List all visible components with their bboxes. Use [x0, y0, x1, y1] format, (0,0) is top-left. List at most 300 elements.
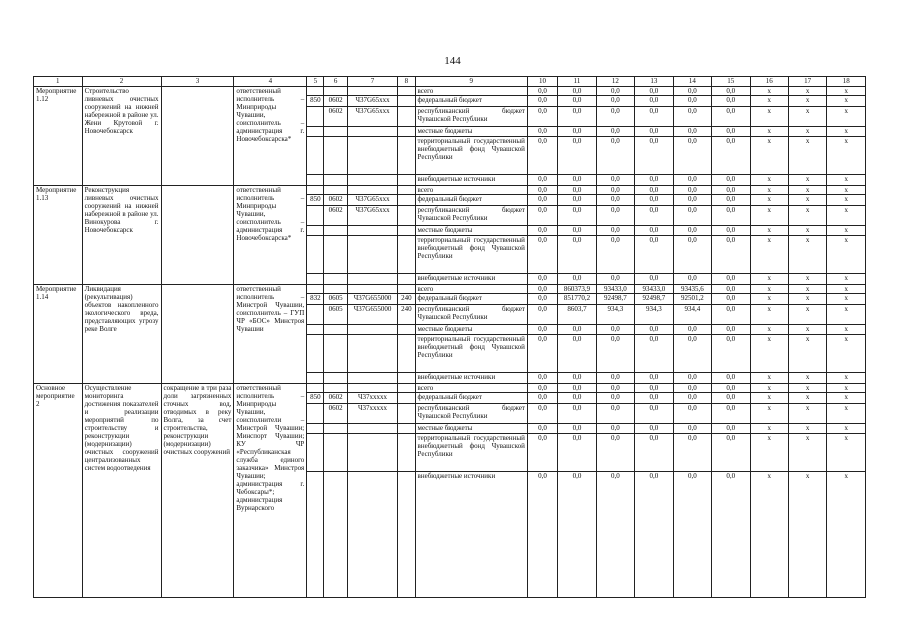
value-cell: 0,0 — [673, 195, 711, 206]
activity-description: Ликвидация (рекультивация) объектов накопленного экологического вреда, представляющих угрозу реке Волге — [82, 285, 161, 384]
budget-code-cell — [324, 384, 347, 393]
budget-code-cell: 850 — [307, 96, 324, 107]
column-number: 2 — [82, 77, 161, 87]
value-cell: х — [788, 206, 826, 226]
funding-source: всего — [415, 384, 527, 393]
value-cell: х — [750, 175, 788, 186]
value-cell: х — [827, 87, 866, 96]
funding-source: внебюджетные источники — [415, 373, 527, 384]
value-cell: 0,0 — [673, 236, 711, 274]
value-cell: 0,0 — [673, 175, 711, 186]
value-cell: 0,0 — [673, 226, 711, 236]
budget-code-cell: 0605 — [324, 294, 347, 305]
value-cell: 0,0 — [712, 274, 750, 285]
value-cell: 0,0 — [527, 373, 557, 384]
value-cell: х — [750, 434, 788, 472]
budget-code-cell: Ч37G65ххх — [347, 107, 398, 127]
value-cell: х — [788, 127, 826, 137]
budget-code-cell: 0602 — [324, 404, 347, 424]
table-row — [34, 87, 866, 96]
budget-code-cell — [398, 107, 415, 127]
value-cell: 860373,9 — [558, 285, 596, 294]
value-cell: 0,0 — [527, 236, 557, 274]
value-cell: х — [827, 107, 866, 127]
budget-code-cell: Ч37ххххх — [347, 393, 398, 404]
value-cell: х — [827, 472, 866, 598]
table-row — [34, 285, 866, 294]
value-cell: 0,0 — [712, 404, 750, 424]
value-cell: 0,0 — [558, 226, 596, 236]
value-cell: х — [750, 87, 788, 96]
value-cell: х — [827, 236, 866, 274]
budget-code-cell — [307, 226, 324, 236]
value-cell: х — [788, 434, 826, 472]
value-cell: х — [788, 107, 826, 127]
value-cell: х — [750, 127, 788, 137]
value-cell: 0,0 — [527, 96, 557, 107]
value-cell: 0,0 — [558, 137, 596, 175]
value-cell: 0,0 — [635, 404, 673, 424]
activity-name: Основное мероприятие 2 — [34, 384, 83, 598]
value-cell: 0,0 — [673, 325, 711, 335]
budget-code-cell — [307, 404, 324, 424]
value-cell: 0,0 — [673, 96, 711, 107]
budget-code-cell — [307, 236, 324, 274]
activity-description: Строительство ливневых очистных сооружений на нижней набережной в районе ул. Жени Крутовой г. Новочебоксарск — [82, 87, 161, 186]
value-cell: 0,0 — [712, 373, 750, 384]
budget-code-cell — [307, 137, 324, 175]
value-cell: 0,0 — [673, 373, 711, 384]
value-cell: 0,0 — [596, 195, 634, 206]
value-cell: х — [788, 472, 826, 598]
value-cell: 0,0 — [712, 175, 750, 186]
funding-source: местные бюджеты — [415, 226, 527, 236]
value-cell: х — [788, 384, 826, 393]
budget-code-cell — [324, 274, 347, 285]
budget-code-cell — [324, 472, 347, 598]
value-cell: 0,0 — [596, 472, 634, 598]
budget-code-cell — [324, 424, 347, 434]
value-cell: 0,0 — [527, 424, 557, 434]
budget-code-cell — [347, 236, 398, 274]
budget-code-cell — [398, 434, 415, 472]
value-cell: 0,0 — [527, 175, 557, 186]
value-cell: 0,0 — [673, 107, 711, 127]
funding-source: всего — [415, 285, 527, 294]
value-cell: 0,0 — [673, 393, 711, 404]
value-cell: х — [827, 195, 866, 206]
budget-code-cell — [307, 434, 324, 472]
value-cell: 0,0 — [527, 325, 557, 335]
budget-code-cell — [398, 404, 415, 424]
value-cell: 934,4 — [673, 305, 711, 325]
budget-code-cell — [307, 305, 324, 325]
value-cell: 0,0 — [673, 87, 711, 96]
column-number: 13 — [635, 77, 673, 87]
budget-code-cell: Ч37G65ххх — [347, 195, 398, 206]
budget-code-cell — [398, 236, 415, 274]
value-cell: х — [827, 305, 866, 325]
value-cell: х — [827, 274, 866, 285]
budget-code-cell — [307, 186, 324, 195]
value-cell: 0,0 — [596, 274, 634, 285]
value-cell: 0,0 — [712, 107, 750, 127]
budget-code-cell — [347, 472, 398, 598]
funding-source: территориальный государственный внебюджетный фонд Чувашской Республики — [415, 236, 527, 274]
value-cell: 0,0 — [558, 186, 596, 195]
funding-source: местные бюджеты — [415, 325, 527, 335]
value-cell: 0,0 — [558, 127, 596, 137]
value-cell: 93433,0 — [635, 285, 673, 294]
activity-name: Мероприятие 1.13 — [34, 186, 83, 285]
funding-source: территориальный государственный внебюджетный фонд Чувашской Республики — [415, 335, 527, 373]
budget-code-cell — [324, 226, 347, 236]
budget-code-cell: 240 — [398, 305, 415, 325]
budget-code-cell: Ч37ххххх — [347, 404, 398, 424]
value-cell: 0,0 — [558, 335, 596, 373]
value-cell: 0,0 — [712, 206, 750, 226]
value-cell: х — [788, 175, 826, 186]
budget-code-cell — [398, 226, 415, 236]
value-cell: 0,0 — [527, 87, 557, 96]
value-cell: х — [788, 274, 826, 285]
budget-code-cell — [307, 285, 324, 294]
value-cell: 0,0 — [596, 325, 634, 335]
value-cell: х — [788, 186, 826, 195]
value-cell: 0,0 — [635, 434, 673, 472]
value-cell: 0,0 — [558, 96, 596, 107]
funding-source: федеральный бюджет — [415, 393, 527, 404]
budget-code-cell — [398, 87, 415, 96]
budget-code-cell — [307, 274, 324, 285]
funding-source: федеральный бюджет — [415, 96, 527, 107]
value-cell: х — [827, 373, 866, 384]
value-cell: х — [788, 137, 826, 175]
page-number: 144 — [444, 55, 461, 67]
value-cell: х — [750, 206, 788, 226]
value-cell: 0,0 — [527, 393, 557, 404]
value-cell: 0,0 — [635, 127, 673, 137]
budget-code-cell — [347, 434, 398, 472]
value-cell: х — [827, 384, 866, 393]
budget-code-cell — [398, 285, 415, 294]
activity-name: Мероприятие 1.12 — [34, 87, 83, 186]
value-cell: х — [827, 285, 866, 294]
value-cell: х — [827, 325, 866, 335]
value-cell: х — [750, 274, 788, 285]
budget-code-cell — [347, 274, 398, 285]
value-cell: 0,0 — [596, 393, 634, 404]
value-cell: 0,0 — [712, 195, 750, 206]
value-cell: 0,0 — [596, 434, 634, 472]
value-cell: 0,0 — [635, 236, 673, 274]
value-cell: 0,0 — [712, 305, 750, 325]
value-cell: х — [750, 325, 788, 335]
budget-code-cell — [307, 373, 324, 384]
value-cell: 0,0 — [635, 96, 673, 107]
budget-code-cell: 0602 — [324, 393, 347, 404]
expected-result: сокращение в три раза доли загрязненных сточных вод, отводимых в реку Волга, за счет строительства, реконструкции (модернизации) очистных сооружений — [161, 384, 234, 598]
value-cell: х — [750, 424, 788, 434]
value-cell: 0,0 — [673, 127, 711, 137]
expected-result — [161, 285, 234, 384]
funding-source: внебюджетные источники — [415, 274, 527, 285]
value-cell: х — [788, 404, 826, 424]
value-cell: х — [750, 373, 788, 384]
budget-code-cell: Ч37G65ххх — [347, 96, 398, 107]
value-cell: 0,0 — [596, 107, 634, 127]
value-cell: х — [750, 393, 788, 404]
table-row — [34, 186, 866, 195]
value-cell: 0,0 — [527, 137, 557, 175]
value-cell: 0,0 — [635, 137, 673, 175]
budget-code-cell — [307, 206, 324, 226]
value-cell: 0,0 — [527, 384, 557, 393]
budget-code-cell — [398, 393, 415, 404]
funding-source: местные бюджеты — [415, 424, 527, 434]
column-number: 16 — [750, 77, 788, 87]
value-cell: х — [827, 226, 866, 236]
value-cell: х — [750, 137, 788, 175]
activity-description: Осуществление мониторинга достижения показателей и реализации мероприятий по строительству и реконструкции (модернизации) очистных сооружений централизованных систем водоотведения — [82, 384, 161, 598]
value-cell: 0,0 — [712, 96, 750, 107]
value-cell: х — [788, 195, 826, 206]
value-cell: 0,0 — [635, 274, 673, 285]
value-cell: 0,0 — [712, 424, 750, 434]
value-cell: х — [750, 96, 788, 107]
column-number: 18 — [827, 77, 866, 87]
value-cell: 8603,7 — [558, 305, 596, 325]
value-cell: 0,0 — [635, 393, 673, 404]
expected-result — [161, 186, 234, 285]
funding-source: республиканский бюджет Чувашской Республики — [415, 305, 527, 325]
value-cell: 0,0 — [527, 294, 557, 305]
activity-description: Реконструкция ливневых очистных сооружений на нижней набережной в районе ул. Винокурова г. Новочебоксарск — [82, 186, 161, 285]
value-cell: х — [750, 186, 788, 195]
value-cell: 0,0 — [596, 127, 634, 137]
funding-source: федеральный бюджет — [415, 294, 527, 305]
value-cell: х — [788, 305, 826, 325]
value-cell: х — [788, 393, 826, 404]
value-cell: 92498,7 — [635, 294, 673, 305]
column-number: 1 — [34, 77, 83, 87]
expected-result — [161, 87, 234, 186]
activity-executor: ответственный исполнитель – Минприроды Чувашии, соисполнитель – администрация г. Новочебоксарска* — [234, 186, 307, 285]
value-cell: 0,0 — [635, 226, 673, 236]
value-cell: 0,0 — [673, 137, 711, 175]
value-cell: 0,0 — [596, 87, 634, 96]
value-cell: 0,0 — [635, 472, 673, 598]
value-cell: х — [827, 206, 866, 226]
activity-name: Мероприятие 1.14 — [34, 285, 83, 384]
value-cell: х — [788, 236, 826, 274]
value-cell: х — [827, 335, 866, 373]
budget-code-cell: 0605 — [324, 305, 347, 325]
column-number: 17 — [788, 77, 826, 87]
budget-code-cell — [398, 373, 415, 384]
value-cell: х — [750, 305, 788, 325]
budget-code-cell — [324, 434, 347, 472]
activity-executor: ответственный исполнитель – Минприроды Чувашии, соисполнители – Минстрой Чувашии; Минспорт Чувашии; КУ ЧР «Республиканская служба единого заказчика» Минстроя Чувашии; администрация г. Чебоксары*; администрация Вурнарского — [234, 384, 307, 598]
budget-code-cell — [307, 424, 324, 434]
budget-code-cell: 0602 — [324, 206, 347, 226]
column-number: 9 — [415, 77, 527, 87]
value-cell: 0,0 — [635, 373, 673, 384]
value-cell: 0,0 — [712, 186, 750, 195]
budget-code-cell — [324, 87, 347, 96]
value-cell: 0,0 — [673, 434, 711, 472]
value-cell: 92498,7 — [596, 294, 634, 305]
value-cell: 0,0 — [596, 206, 634, 226]
budget-code-cell — [347, 285, 398, 294]
value-cell: 0,0 — [558, 424, 596, 434]
activity-executor: ответственный исполнитель – Минстрой Чувашии, соисполнитель – ГУП ЧР «БОС» Минстроя Чувашии — [234, 285, 307, 384]
column-number: 15 — [712, 77, 750, 87]
value-cell: 92501,2 — [673, 294, 711, 305]
value-cell: х — [750, 107, 788, 127]
column-number: 7 — [347, 77, 398, 87]
value-cell: 0,0 — [527, 127, 557, 137]
budget-code-cell — [324, 325, 347, 335]
funding-source: всего — [415, 87, 527, 96]
budget-code-cell: 832 — [307, 294, 324, 305]
budget-code-cell — [307, 107, 324, 127]
value-cell: 0,0 — [673, 404, 711, 424]
value-cell: 0,0 — [673, 384, 711, 393]
budget-code-cell — [347, 325, 398, 335]
value-cell: 0,0 — [712, 137, 750, 175]
value-cell: х — [750, 294, 788, 305]
budget-code-cell — [347, 175, 398, 186]
budget-code-cell: Ч37G655000 — [347, 294, 398, 305]
value-cell: 0,0 — [527, 472, 557, 598]
value-cell: 0,0 — [635, 325, 673, 335]
value-cell: 0,0 — [527, 186, 557, 195]
funding-source: республиканский бюджет Чувашской Республики — [415, 206, 527, 226]
value-cell: 0,0 — [635, 195, 673, 206]
value-cell: 0,0 — [558, 107, 596, 127]
budget-code-cell — [398, 472, 415, 598]
funding-source: внебюджетные источники — [415, 472, 527, 598]
budget-code-cell — [398, 195, 415, 206]
value-cell: 0,0 — [596, 226, 634, 236]
value-cell: х — [750, 226, 788, 236]
value-cell: 0,0 — [558, 384, 596, 393]
column-number: 6 — [324, 77, 347, 87]
value-cell: 0,0 — [527, 335, 557, 373]
budget-code-cell — [347, 335, 398, 373]
value-cell: 0,0 — [712, 294, 750, 305]
value-cell: х — [788, 285, 826, 294]
value-cell: 0,0 — [635, 384, 673, 393]
value-cell: 0,0 — [635, 107, 673, 127]
column-number: 4 — [234, 77, 307, 87]
budget-code-cell — [324, 186, 347, 195]
value-cell: 0,0 — [635, 175, 673, 186]
value-cell: х — [750, 335, 788, 373]
funding-source: местные бюджеты — [415, 127, 527, 137]
budget-code-cell: 0602 — [324, 107, 347, 127]
value-cell: 0,0 — [527, 305, 557, 325]
value-cell: х — [750, 195, 788, 206]
budget-code-cell — [324, 285, 347, 294]
value-cell: 0,0 — [596, 96, 634, 107]
value-cell: 0,0 — [635, 424, 673, 434]
value-cell: 0,0 — [596, 404, 634, 424]
budget-code-cell — [398, 335, 415, 373]
column-number: 5 — [307, 77, 324, 87]
column-number: 14 — [673, 77, 711, 87]
value-cell: 0,0 — [635, 186, 673, 195]
budget-code-cell: 240 — [398, 294, 415, 305]
value-cell: х — [827, 175, 866, 186]
value-cell: х — [788, 96, 826, 107]
value-cell: 0,0 — [596, 424, 634, 434]
value-cell: 93435,6 — [673, 285, 711, 294]
value-cell: 0,0 — [558, 393, 596, 404]
value-cell: х — [827, 137, 866, 175]
table-row — [34, 384, 866, 393]
budget-code-cell — [398, 424, 415, 434]
value-cell: х — [827, 434, 866, 472]
value-cell: х — [788, 373, 826, 384]
budget-code-cell: 850 — [307, 195, 324, 206]
value-cell: 0,0 — [673, 186, 711, 195]
value-cell: х — [827, 127, 866, 137]
budget-code-cell — [398, 274, 415, 285]
funding-source: республиканский бюджет Чувашской Республики — [415, 107, 527, 127]
value-cell: 0,0 — [527, 107, 557, 127]
value-cell: 0,0 — [712, 226, 750, 236]
value-cell: 0,0 — [712, 434, 750, 472]
value-cell: 0,0 — [558, 373, 596, 384]
value-cell: 0,0 — [712, 236, 750, 274]
value-cell: 0,0 — [596, 373, 634, 384]
budget-code-cell — [398, 186, 415, 195]
value-cell: 851770,2 — [558, 294, 596, 305]
value-cell: 0,0 — [712, 127, 750, 137]
value-cell: 0,0 — [673, 206, 711, 226]
value-cell: 0,0 — [558, 175, 596, 186]
value-cell: х — [788, 325, 826, 335]
value-cell: х — [750, 285, 788, 294]
budget-code-cell — [324, 175, 347, 186]
value-cell: 0,0 — [558, 404, 596, 424]
funding-source: территориальный государственный внебюджетный фонд Чувашской Республики — [415, 137, 527, 175]
value-cell: х — [750, 472, 788, 598]
value-cell: 0,0 — [596, 175, 634, 186]
value-cell: 934,3 — [596, 305, 634, 325]
budget-code-cell — [398, 384, 415, 393]
value-cell: 0,0 — [527, 274, 557, 285]
budget-code-cell — [307, 87, 324, 96]
value-cell: 0,0 — [558, 274, 596, 285]
value-cell: 0,0 — [527, 434, 557, 472]
column-number: 3 — [161, 77, 234, 87]
value-cell: 0,0 — [558, 472, 596, 598]
budget-code-cell — [347, 87, 398, 96]
value-cell: х — [788, 424, 826, 434]
column-number: 12 — [596, 77, 634, 87]
value-cell: х — [788, 335, 826, 373]
budget-code-cell — [324, 335, 347, 373]
budget-code-cell — [324, 137, 347, 175]
value-cell: 0,0 — [558, 434, 596, 472]
budget-code-cell — [324, 127, 347, 137]
value-cell: 0,0 — [712, 285, 750, 294]
budget-code-cell — [307, 472, 324, 598]
value-cell: 0,0 — [558, 87, 596, 96]
